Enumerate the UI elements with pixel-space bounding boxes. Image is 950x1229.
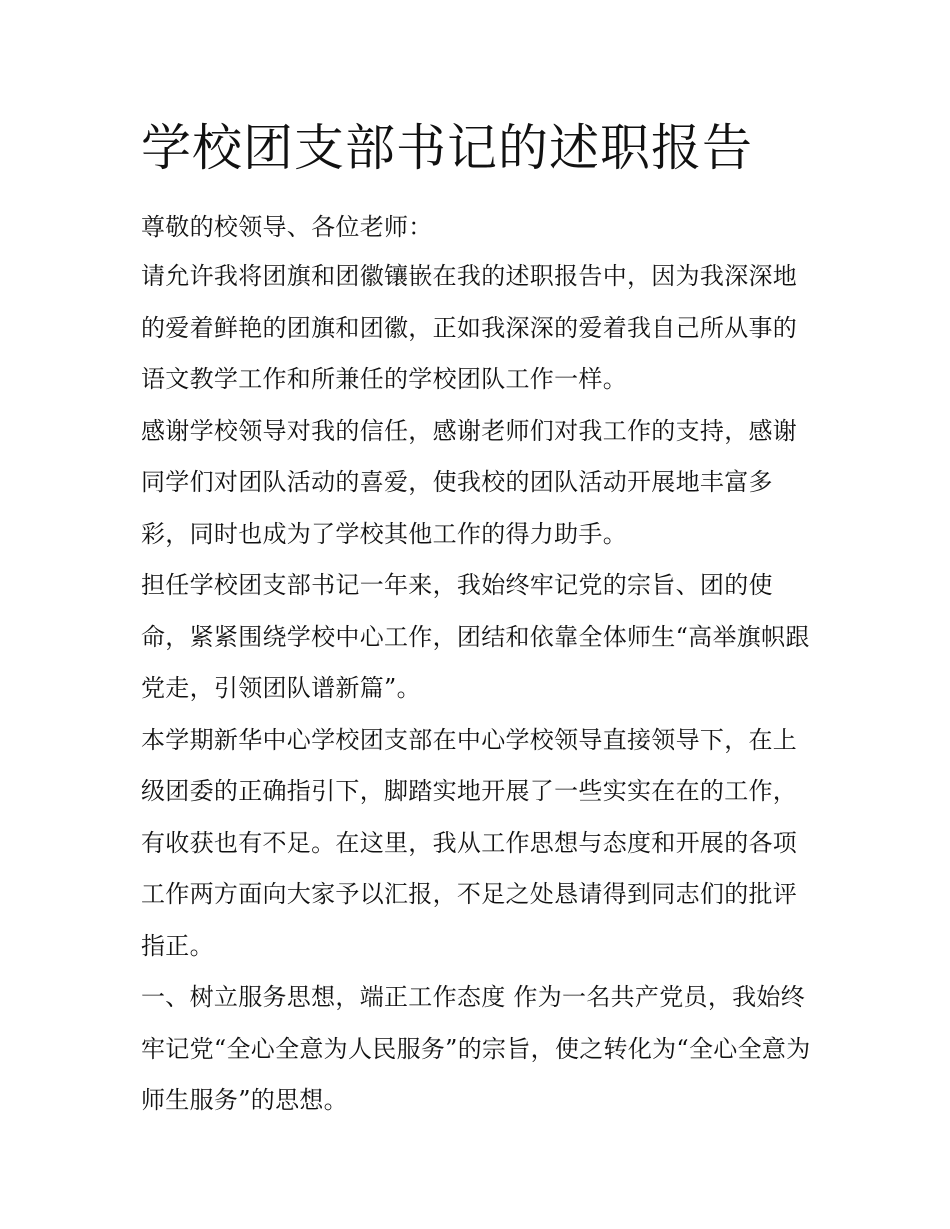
paragraph: 一、树立服务思想，端正工作态度 作为一名共产党员，我始终牢记党“全心全意为人民服务”的宗旨，使之转化为“全心全意为师生服务”的思想。 bbox=[141, 983, 811, 1114]
paragraph: 请允许我将团旗和团徽镶嵌在我的述职报告中，因为我深深地的爱着鲜艳的团旗和团徽，正如我深深的爱着我自己所从事的语文教学工作和所兼任的学校团队工作一样。 bbox=[141, 262, 798, 393]
paragraph: 担任学校团支部书记一年来，我始终牢记党的宗旨、团的使命，紧紧围绕学校中心工作，团结和依靠全体师生“高举旗帜跟党走，引领团队谱新篇”。 bbox=[141, 571, 810, 702]
document-title: 学校团支部书记的述职报告 bbox=[141, 119, 753, 177]
document-content bbox=[141, 114, 821, 1127]
paragraph: 感谢学校领导对我的信任，感谢老师们对我工作的支持，感谢同学们对团队活动的喜爱，使我校的团队活动开展地丰富多彩，同时也成为了学校其他工作的得力助手。 bbox=[141, 416, 798, 548]
paragraph: 本学期新华中心学校团支部在中心学校领导直接领导下，在上级团委的正确指引下，脚踏实地开展了一些实实在在的工作，有收获也有不足。在这里，我从工作思想与态度和开展的各项工作两方面向大家予以汇报，不足之处恳请得到同志们的批评指正。 bbox=[141, 725, 798, 960]
salutation: 尊敬的校领导、各位老师： bbox=[141, 213, 433, 241]
body-paragraphs bbox=[141, 251, 821, 1127]
